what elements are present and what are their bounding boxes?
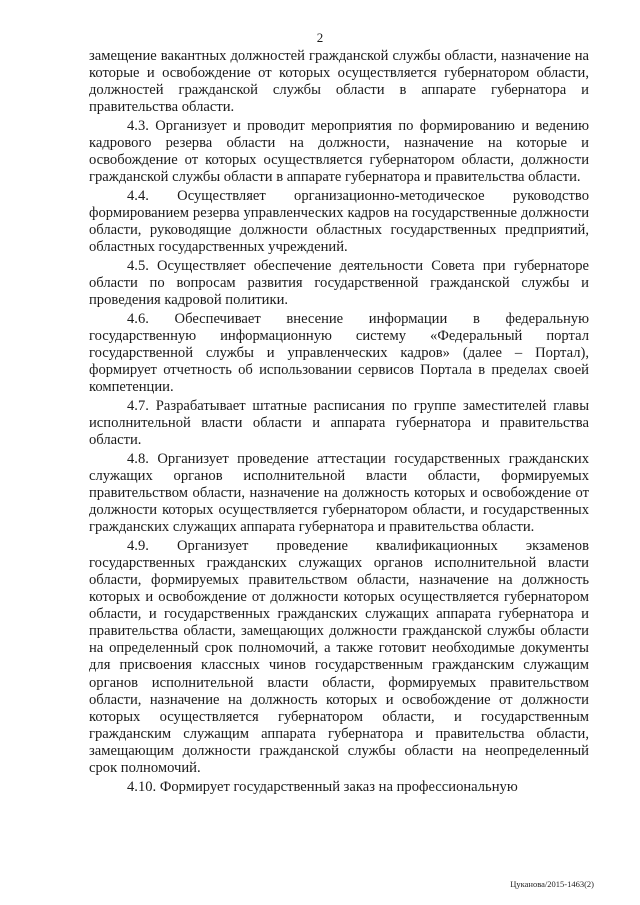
footer-document-code: Цуканова/2015-1463(2) — [510, 879, 594, 889]
paragraph-4-9: 4.9. Организует проведение квалификационных экзаменов государственных гражданских служащих органов исполнительной власти области, формируемых правительством области, назначение на должность которых и освобождение от должности которых осуществляется губернатором области, и государственных гражданских служащих аппарата губернатора и правительства области, замещающих должности гражданской службы области на определенный срок полномочий, а также готовит необходимые документы для присвоения классных чинов государственным гражданским служащим органов исполнительной власти области, формируемых правительством области, назначение на должность которых и освобождение от должности которых осуществляется губернатором области, и государственным гражданским служащим аппарата губернатора и правительства области, замещающим должности гражданской службы области на неопределенный срок полномочий. — [89, 537, 589, 776]
paragraph-4-5: 4.5. Осуществляет обеспечение деятельности Совета при губернаторе области по вопросам развития государственной гражданской службы и проведения кадровой политики. — [89, 257, 589, 309]
paragraph-4-8: 4.8. Организует проведение аттестации государственных гражданских служащих органов исполнительной власти области, формируемых правительством области, назначение на должность которых и освобождение от должности которых осуществляется губернатором области, и государственных гражданских служащих аппарата губернатора и правительства области. — [89, 450, 589, 536]
paragraph-4-7: 4.7. Разрабатывает штатные расписания по группе заместителей главы исполнительной власти области и аппарата губернатора и правительства области. — [89, 397, 589, 449]
page-number: 2 — [316, 30, 324, 45]
paragraph-4-3: 4.3. Организует и проводит мероприятия по формированию и ведению кадрового резерва области на должности, назначение на которые и освобождение от которых осуществляется губернатором области, должности гражданской службы области в аппарате губернатора и правительства области. — [89, 117, 589, 186]
paragraph-4-6: 4.6. Обеспечивает внесение информации в федеральную государственную информационную систему «Федеральный портал государственной службы и управленческих кадров» (далее – Портал), формирует отчетность об использовании сервисов Портала в пределах своей компетенции. — [89, 310, 589, 396]
paragraph-4-4: 4.4. Осуществляет организационно-методическое руководство формированием резерва управленческих кадров на государственные должности области, руководящие должности областных государственных предприятий, областных государственных учреждений. — [89, 187, 589, 256]
paragraph-continuation: замещение вакантных должностей гражданской службы области, назначение на которые и освобождение от которых осуществляется губернатором области, должностей гражданской службы области в аппарате губернатора и правительства области. — [89, 48, 589, 116]
document-body — [89, 48, 589, 796]
paragraph-4-10: 4.10. Формирует государственный заказ на профессиональную — [127, 778, 518, 795]
